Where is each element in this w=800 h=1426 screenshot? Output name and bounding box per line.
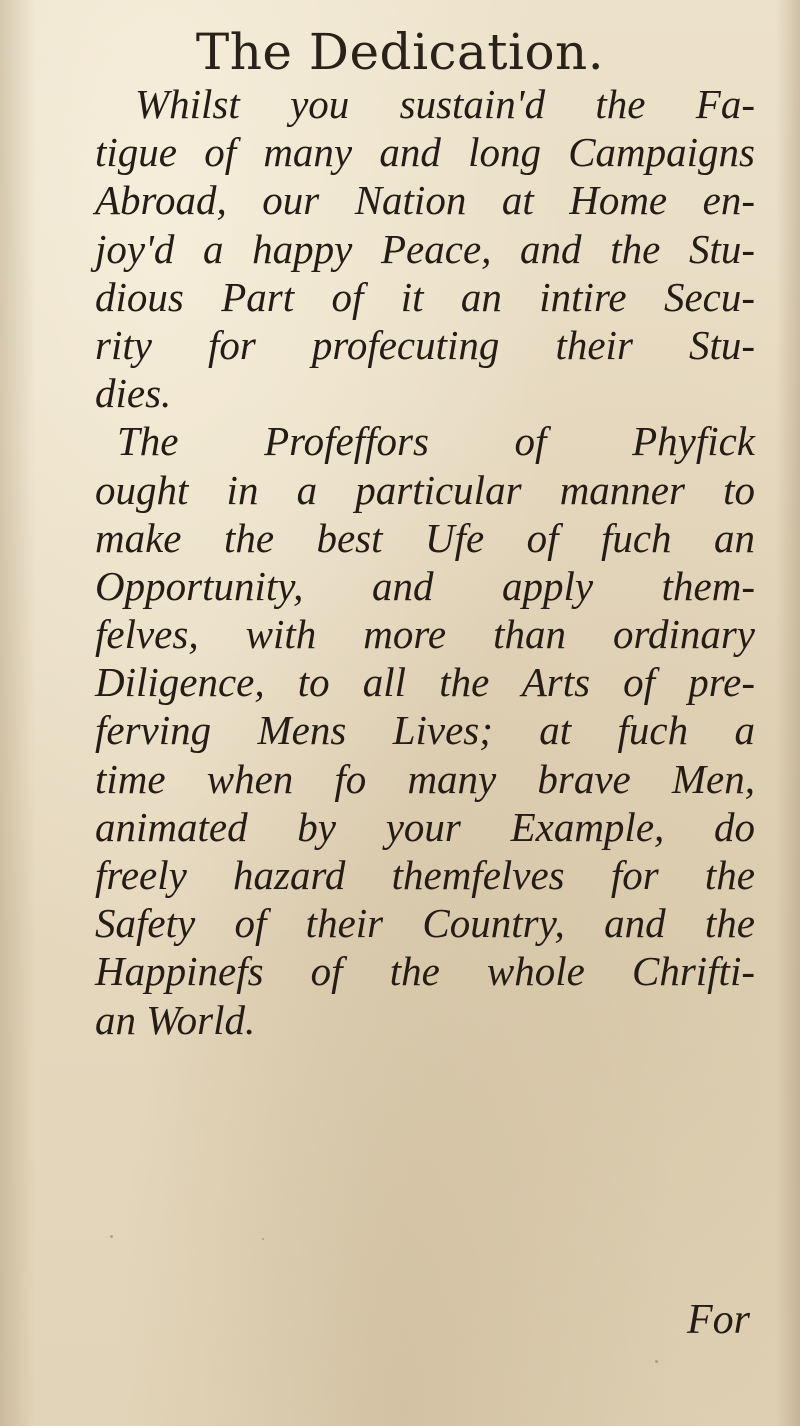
paper-speck	[110, 1235, 113, 1238]
catchword: For	[687, 1297, 750, 1343]
running-head: The Dedication.	[195, 23, 605, 81]
text-line: Safety of their Country, and the	[95, 900, 755, 947]
page-gutter-shadow	[0, 0, 36, 1426]
text-line: animated by your Example, do	[95, 803, 755, 850]
text-line: tigue of many and long Campaigns	[95, 129, 755, 176]
text-line: an World.	[95, 996, 256, 1043]
text-line: dious Part of it an intire Secu-	[95, 273, 755, 320]
paper-speck	[655, 1360, 658, 1363]
text-line: ought in a particular manner to	[95, 466, 755, 513]
text-line: Opportunity, and apply them-	[95, 562, 755, 609]
page-edge-shadow	[776, 0, 800, 1426]
text-line: freely hazard themfelves for the	[95, 852, 755, 898]
text-line: dies.	[95, 370, 172, 417]
text-line: Whilst you sustain'd the Fa-	[135, 81, 755, 127]
text-line: time when fo many brave Men,	[95, 755, 755, 802]
text-line: Abroad, our Nation at Home en-	[95, 177, 755, 224]
text-line: Happinefs of the whole Chrifti-	[95, 948, 755, 995]
text-line: felves, with more than ordinary	[95, 611, 755, 658]
text-line: rity for profecuting their Stu-	[95, 321, 755, 368]
text-line: make the best Ufe of fuch an	[95, 514, 755, 561]
paper-speck	[262, 1238, 264, 1240]
paper-speck	[620, 110, 622, 112]
text-line: Diligence, to all the Arts of pre-	[95, 659, 755, 706]
text-line: ferving Mens Lives; at fuch a	[95, 707, 755, 754]
text-line: The Profeffors of Phyfick	[117, 418, 755, 465]
text-line: joy'd a happy Peace, and the Stu-	[95, 225, 755, 272]
dedication-text	[95, 80, 755, 1044]
